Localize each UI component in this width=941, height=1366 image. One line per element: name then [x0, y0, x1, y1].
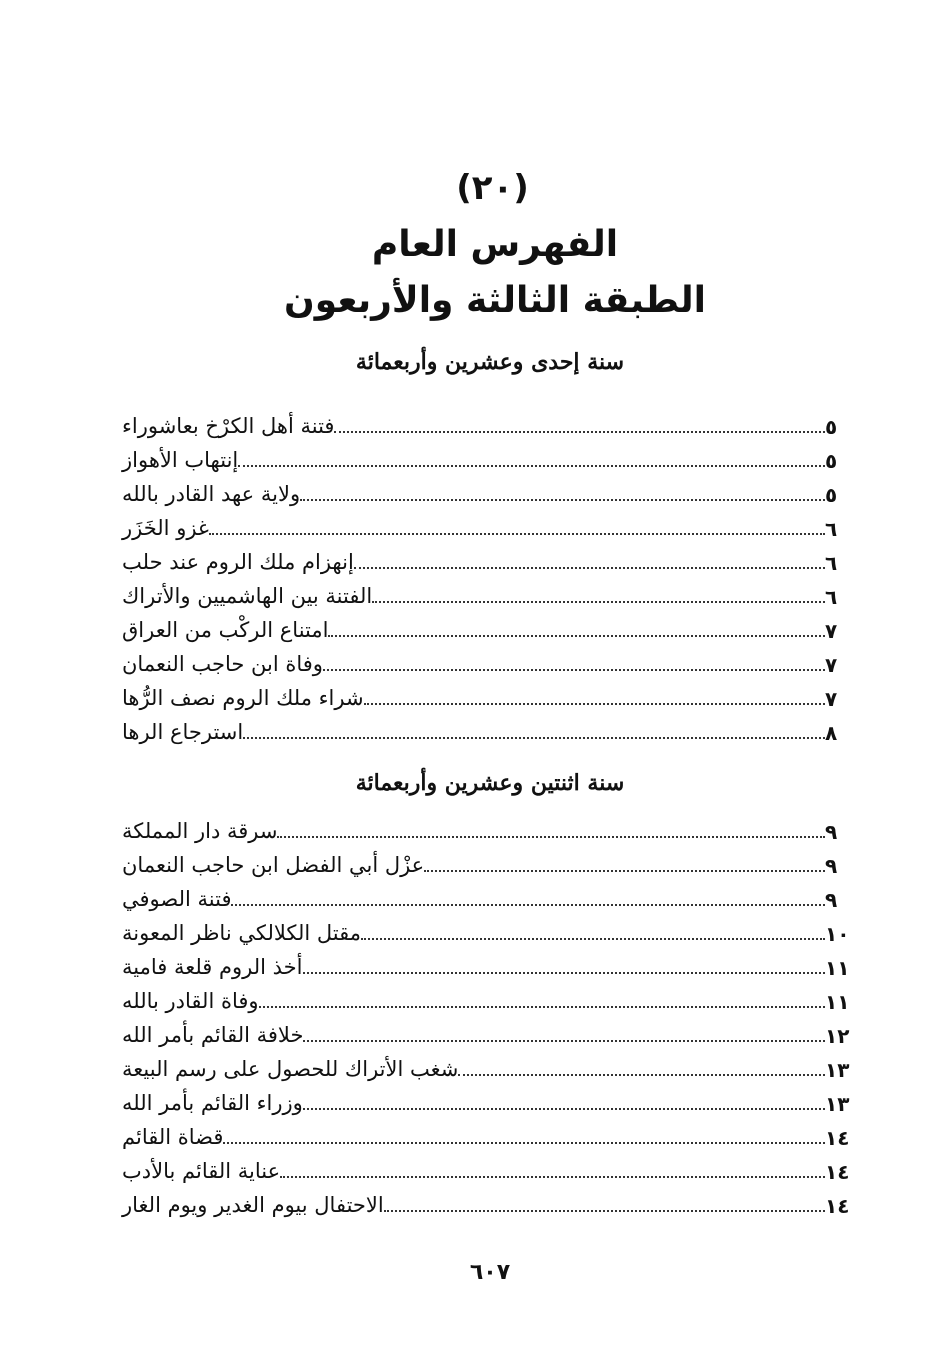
- toc-entry-title: فتنة الصوفي: [122, 887, 232, 911]
- toc-entry: [110, 915, 865, 949]
- toc-entry: [110, 983, 865, 1017]
- toc-entry-page: ١١: [825, 990, 850, 1014]
- chapter-number: (٢٠): [456, 168, 529, 208]
- toc-entry: [110, 881, 865, 915]
- toc-entry-title: إنتهاب الأهواز: [122, 448, 239, 472]
- dot-leader: [223, 1142, 825, 1144]
- dot-leader: [384, 1210, 825, 1212]
- dot-leader: [209, 533, 825, 535]
- toc-entry: [110, 578, 865, 612]
- toc-entry-page: ٧: [825, 619, 838, 643]
- toc-entry: [110, 476, 865, 510]
- dot-leader: [364, 703, 825, 705]
- dot-leader: [328, 635, 825, 637]
- index-title: الفهرس العام: [371, 224, 619, 265]
- toc-entry-page: ١١: [825, 956, 850, 980]
- toc-entry: [110, 813, 865, 847]
- toc-entry: [110, 646, 865, 680]
- toc-entry-title: مقتل الكلالكي ناظر المعونة: [122, 921, 361, 945]
- toc-entry-title: سرقة دار المملكة: [122, 819, 278, 843]
- toc-entry: [110, 1187, 865, 1221]
- toc-entry-page: ٧: [825, 653, 838, 677]
- toc-entry: [110, 847, 865, 881]
- toc-entry-page: ١٣: [825, 1092, 850, 1116]
- toc-entry-title: غزو الخَزَر: [122, 516, 209, 540]
- toc-entry-title: عناية القائم بالأدب: [122, 1159, 281, 1183]
- toc-entry-title: الاحتفال بيوم الغدير ويوم الغار: [122, 1193, 384, 1217]
- toc-entry-page: ٩: [825, 888, 838, 912]
- toc-entry-title: أخذ الروم قلعة فامية: [122, 955, 303, 979]
- section-heading-422: سنة اثنتين وعشرين وأربعمائة: [355, 770, 625, 796]
- toc-entry: [110, 1017, 865, 1051]
- toc-entry-page: ٦: [825, 551, 838, 575]
- toc-entry-page: ١٤: [825, 1194, 850, 1218]
- dot-leader: [280, 1176, 825, 1178]
- toc-entry: [110, 680, 865, 714]
- toc-entry-page: ٦: [825, 585, 838, 609]
- toc-entry-page: ١٠: [825, 922, 850, 946]
- toc-entry-title: امتناع الركْب من العراق: [122, 618, 329, 642]
- toc-entry-page: ٦: [825, 517, 838, 541]
- toc-entry: [110, 1051, 865, 1085]
- toc-entry: [110, 1085, 865, 1119]
- dot-leader: [277, 836, 825, 838]
- section-heading-421: سنة إحدى وعشرين وأربعمائة: [355, 349, 625, 375]
- toc-entry-title: ولاية عهد القادر بالله: [122, 482, 301, 506]
- dot-leader: [300, 499, 825, 501]
- toc-entry: [110, 949, 865, 983]
- dot-leader: [243, 737, 825, 739]
- index-subtitle: الطبقة الثالثة والأربعون: [284, 280, 706, 321]
- toc-entry-title: شغب الأتراك للحصول على رسم البيعة: [122, 1057, 459, 1081]
- toc-entry-title: وفاة القادر بالله: [122, 989, 259, 1013]
- toc-entry-title: وفاة ابن حاجب النعمان: [122, 652, 323, 676]
- toc-entry: [110, 714, 865, 748]
- toc-entry-page: ١٤: [825, 1126, 850, 1150]
- dot-leader: [238, 465, 825, 467]
- toc-entry-page: ٨: [825, 721, 838, 745]
- toc-entry-page: ٥: [825, 415, 838, 439]
- toc-entry-page: ١٤: [825, 1160, 850, 1184]
- toc-entry: [110, 1153, 865, 1187]
- toc-entry-page: ٩: [825, 820, 838, 844]
- toc-entry: [110, 510, 865, 544]
- toc-entry-page: ٧: [825, 687, 838, 711]
- dot-leader: [303, 972, 826, 974]
- dot-leader: [323, 669, 825, 671]
- toc-entry: [110, 408, 865, 442]
- toc-entry-title: عزْل أبي الفضل ابن حاجب النعمان: [122, 853, 425, 877]
- toc-entry-page: ٥: [825, 449, 838, 473]
- toc-entry: [110, 442, 865, 476]
- toc-entry: [110, 612, 865, 646]
- toc-entry-page: ٩: [825, 854, 838, 878]
- toc-entry-page: ١٢: [825, 1024, 850, 1048]
- toc-entry-title: خلافة القائم بأمر الله: [122, 1023, 304, 1047]
- dot-leader: [334, 431, 825, 433]
- dot-leader: [303, 1040, 825, 1042]
- toc-entry-page: ٥: [825, 483, 838, 507]
- toc-entry: [110, 544, 865, 578]
- toc-entry-title: قضاة القائم: [122, 1125, 224, 1149]
- toc-entry-title: وزراء القائم بأمر الله: [122, 1091, 303, 1115]
- toc-list-422: [110, 813, 865, 1221]
- dot-leader: [354, 567, 825, 569]
- dot-leader: [231, 904, 825, 906]
- toc-list-421: [110, 408, 865, 748]
- toc-entry-title: إنهزام ملك الروم عند حلب: [122, 550, 354, 574]
- dot-leader: [361, 938, 825, 940]
- toc-entry-page: ١٣: [825, 1058, 850, 1082]
- toc-entry: [110, 1119, 865, 1153]
- toc-entry-title: الفتنة بين الهاشميين والأتراك: [122, 584, 373, 608]
- dot-leader: [372, 601, 825, 603]
- toc-entry-title: فتنة أهل الكرْخ بعاشوراء: [122, 414, 335, 438]
- dot-leader: [259, 1006, 825, 1008]
- dot-leader: [424, 870, 825, 872]
- dot-leader: [458, 1074, 825, 1076]
- toc-entry-title: شراء ملك الروم نصف الرُّها: [122, 686, 364, 710]
- page-number: ٦٠٧: [469, 1260, 511, 1285]
- toc-entry-title: استرجاع الرها: [122, 720, 244, 744]
- dot-leader: [303, 1108, 825, 1110]
